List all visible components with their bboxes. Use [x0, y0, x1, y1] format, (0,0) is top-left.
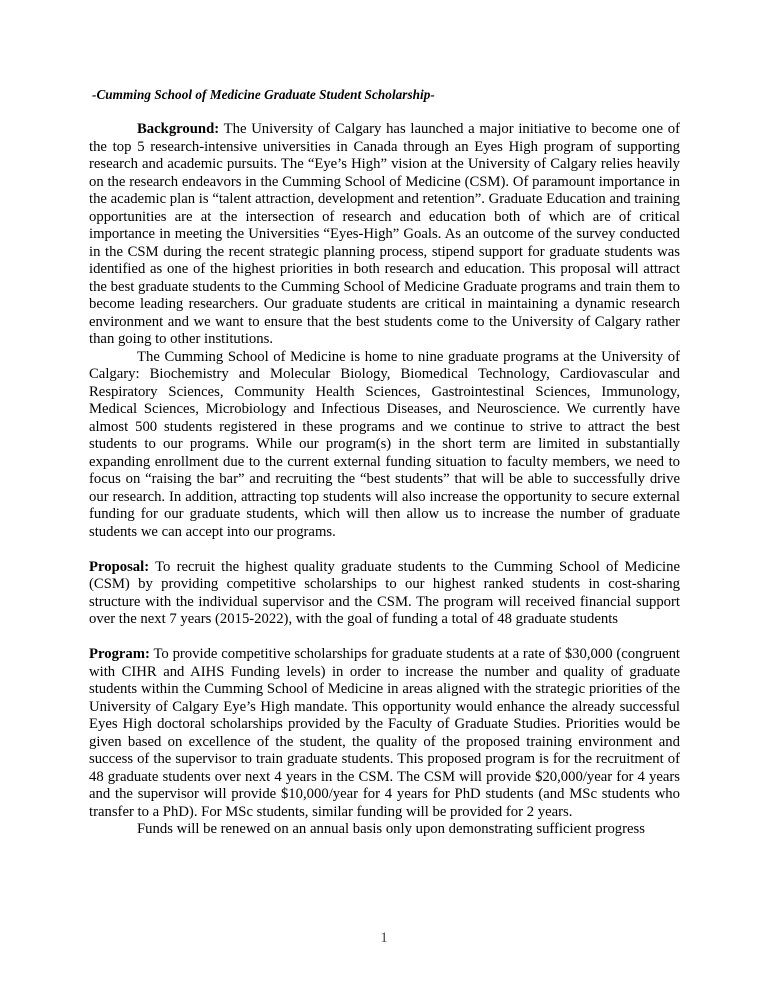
paragraph-lead-proposal: Proposal: — [89, 558, 150, 575]
paragraph-text-background: The University of Calgary has launched a major initiative to become one of the top 5 research-intensive universities in Canada through an Eyes High program of supporting research and academic pursuits. The “Eye’s High” vision at the University of Calgary relies heavily on the research endeavors in the Cumming School of Medicine (CSM). Of paramount importance in the academic plan is “talent attraction, development and retention”. Graduate Education and training opportunities are at the intersection of research and education both of which are of critical importance in meeting the Universities “Eyes-High” Goals. As an outcome of the survey conducted in the CSM during the recent strategic planning process, stipend support for graduate students was identified as one of the highest priorities in both research and education. This proposal will attract the best graduate students to the Cumming School of Medicine Graduate programs and train them to become leading researchers. Our graduate students are critical in maintaining a dynamic research environment and we want to ensure that the best students come to the University of Calgary rather than going to other institutions. — [89, 121, 680, 347]
paragraph-text-proposal: To recruit the highest quality graduate students to the Cumming School of Medicine (CSM) by providing competitive scholarships to our highest ranked students in cost-sharing structure with the individual supervisor and the CSM. The program will received financial support over the next 7 years (2015-2022), with the goal of funding a total of 48 graduate students — [89, 558, 680, 627]
paragraph-proposal — [89, 559, 680, 629]
paragraph-program — [89, 646, 680, 821]
paragraph-gap-1 — [89, 541, 680, 559]
paragraph-text-programs-overview: The Cumming School of Medicine is home to nine graduate programs at the University of Calgary: Biochemistry and Molecular Biology, Biomedical Technology, Cardiovascular and Respiratory Sciences, Community Health Sciences, Gastrointestinal Sciences, Immunology, Medical Sciences, Microbiology and Infectious Diseases, and Neuroscience. We currently have almost 500 students registered in these programs and we continue to strive to attract the best students to our programs. While our program(s) in the short term are limited in substantially expanding enrollment due to the current external funding situation to faculty members, we need to focus on “raising the bar” and recruiting the “best students” that will be able to successfully drive our research. In addition, attracting top students will also increase the opportunity to secure external funding for our graduate students, which will then allow us to increase the number of graduate students we can accept into our programs. — [89, 348, 680, 540]
paragraph-text-program: To provide competitive scholarships for graduate students at a rate of $30,000 (congruent with CIHR and AIHS Funding levels) in order to increase the number and quality of graduate students within the Cumming School of Medicine in areas aligned with the strategic priorities of the University of Calgary Eye’s High mandate. This opportunity would enhance the already successful Eyes High doctoral scholarships provided by the Faculty of Graduate Studies. Priorities would be given based on excellence of the student, the quality of the proposed training environment and success of the supervisor to train graduate students. This proposed program is for the recruitment of 48 graduate students over next 4 years in the CSM. The CSM will provide $20,000/year for 4 years and the supervisor will provide $10,000/year for 4 years for PhD students (and MSc students who transfer to a PhD). For MSc students, similar funding will be provided for 2 years. — [89, 646, 680, 820]
paragraph-background — [89, 121, 680, 349]
paragraph-lead-background: Background: — [137, 121, 220, 137]
paragraph-programs-overview — [89, 349, 680, 542]
document-body — [89, 86, 680, 839]
paragraph-gap-2 — [89, 629, 680, 647]
paragraph-lead-program: Program: — [89, 646, 150, 662]
page-number: 1 — [380, 930, 388, 946]
title-spacer — [89, 104, 680, 122]
document-title: -Cumming School of Medicine Graduate Student Scholarship- — [92, 87, 435, 102]
paragraph-text-renewal: Funds will be renewed on an annual basis only upon demonstrating sufficient progress — [137, 821, 645, 837]
paragraph-renewal — [89, 821, 680, 839]
